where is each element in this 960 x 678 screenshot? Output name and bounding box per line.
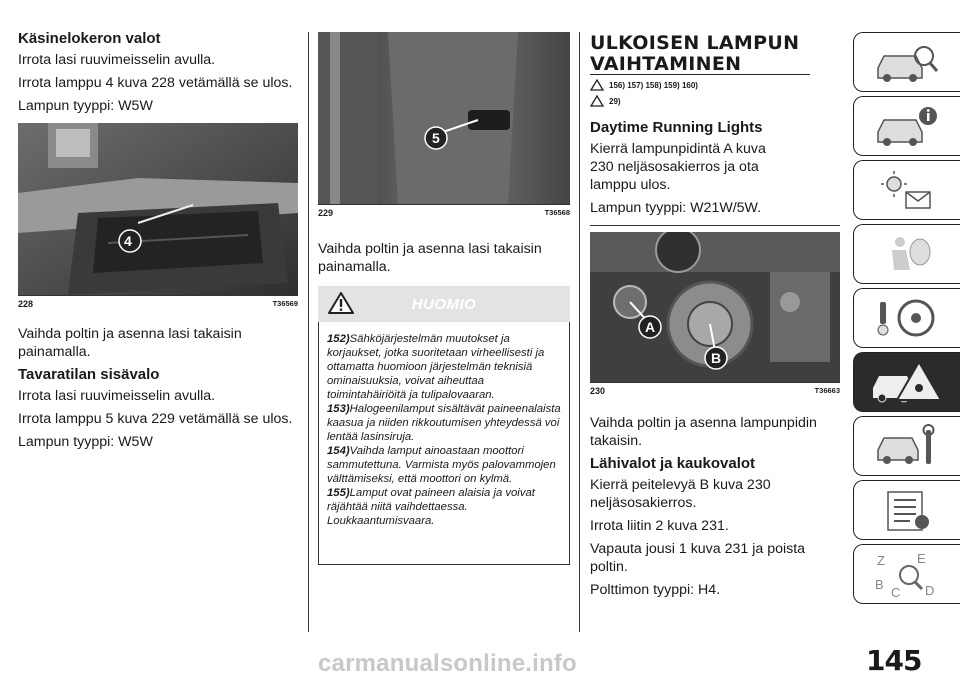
warning-number: 153) <box>327 403 350 415</box>
paragraph: Vaihda poltin ja asenna lasi takaisin painamalla. <box>318 241 542 275</box>
paragraph: Lampun tyyppi: W21W/5W. <box>590 200 762 216</box>
figure-number: 228 <box>18 299 34 309</box>
trunk-light-heading: Tavaratilan sisävalo <box>18 366 160 383</box>
reference-numbers: 29) <box>609 96 621 106</box>
tab-car-search[interactable] <box>853 32 960 92</box>
figure-code: T36568 <box>544 208 570 217</box>
paragraph: Irrota lasi ruuvimeisselin avulla. <box>18 388 216 404</box>
paragraph: Vapauta jousi 1 kuva 231 ja poista poltin. <box>590 541 806 575</box>
paragraph: Irrota lamppu 4 kuva 228 vetämällä se ulos. <box>18 75 293 91</box>
column-middle <box>318 32 570 565</box>
headlight-heading: Lähivalot ja kaukovalot <box>590 455 756 472</box>
warning-number: 155) <box>327 487 350 499</box>
tab-document-list[interactable] <box>853 480 960 540</box>
chapter-tabs <box>853 32 960 608</box>
section-title: VAIHTAMINEN <box>590 53 742 75</box>
paragraph: Kierrä lampunpidintä A kuva 230 neljäsosakierros ja ota lamppu ulos. <box>590 141 766 193</box>
paragraph: Lampun tyyppi: W5W <box>18 434 153 450</box>
tab-airbag-seat[interactable] <box>853 224 960 284</box>
tab-alphabet-index[interactable] <box>853 544 960 604</box>
callout-4: 4 <box>124 233 132 249</box>
car-warning-icon <box>867 358 947 406</box>
tab-steering-key[interactable] <box>853 288 960 348</box>
figure-caption <box>18 295 298 311</box>
figure-229 <box>318 32 570 204</box>
section-title: ULKOISEN LAMPUN <box>590 32 800 54</box>
tab-car-warning[interactable] <box>853 352 960 412</box>
warning-number: 152) <box>327 333 350 345</box>
index-letter: C <box>891 585 901 599</box>
caution-references <box>590 95 840 107</box>
warning-item <box>327 486 561 528</box>
figure-230 <box>590 232 840 382</box>
paragraph: Vaihda poltin ja asenna lasi takaisin painamalla. <box>18 326 242 360</box>
paragraph: Polttimon tyyppi: H4. <box>590 582 721 598</box>
warning-item <box>327 402 561 444</box>
paragraph: Irrota lamppu 5 kuva 229 vetämällä se ulos. <box>18 411 293 427</box>
document-list-icon <box>872 488 942 532</box>
warning-text: Vaihda lamput ainoastaan moottori sammutettuna. Varmista myös palovammojen välttämiseksi, että moottori on kylmä. <box>327 445 556 485</box>
reference-numbers: 156) 157) 158) 159) 160) <box>609 80 698 90</box>
paragraph: Lampun tyyppi: W5W <box>18 98 153 114</box>
glovebox-heading: Käsinelokeron valot <box>18 30 161 47</box>
index-letter: D <box>925 583 935 598</box>
warning-item <box>327 332 561 402</box>
trunk-light-photo <box>318 32 570 204</box>
warning-triangle-icon <box>590 79 604 91</box>
index-letter: E <box>917 551 926 566</box>
tab-car-info[interactable] <box>853 96 960 156</box>
column-right <box>590 32 840 604</box>
figure-caption <box>590 382 840 398</box>
warning-header <box>318 286 570 322</box>
warning-text: Sähköjärjestelmän muutokset ja korjaukset, jotka suoritetaan virheellisesti ja ottamatta huomioon järjestelmän teknisiä ominaisuuksia, voivat aiheuttaa toimintahäiriöitä ja tulipalovaaran. <box>327 333 545 401</box>
figure-caption <box>318 204 570 220</box>
car-tools-icon <box>872 424 942 468</box>
watermark: carmanualsonline.info <box>318 650 577 677</box>
index-letter: Z <box>877 553 885 568</box>
paragraph: Irrota liitin 2 kuva 231. <box>590 518 729 534</box>
warning-box <box>318 322 570 565</box>
warning-title: HUOMIO <box>411 295 477 313</box>
caution-triangle-icon <box>590 95 604 107</box>
warning-number: 154) <box>327 445 350 457</box>
column-divider <box>308 32 309 632</box>
tab-dashboard-lights[interactable] <box>853 160 960 220</box>
warning-item <box>327 444 561 486</box>
figure-number: 229 <box>318 208 334 218</box>
drl-heading: Daytime Running Lights <box>590 119 763 136</box>
car-search-icon <box>872 40 942 84</box>
paragraph: Kierrä peitelevyä B kuva 230 neljäsosakierros. <box>590 477 771 511</box>
alphabet-index-icon <box>869 549 945 599</box>
airbag-seat-icon <box>872 232 942 276</box>
glovebox-photo <box>18 123 298 295</box>
warning-text: Halogeenilamput sisältävät paineenalaista kaasua ja niiden rikkoutumisen yhteydessä voi lentää lasinsiruja. <box>327 403 561 443</box>
tab-car-tools[interactable] <box>853 416 960 476</box>
column-left <box>18 30 298 456</box>
page-number: 145 <box>866 644 922 677</box>
car-info-icon <box>872 104 942 148</box>
paragraph: Vaihda poltin ja asenna lampunpidin takaisin. <box>590 415 817 449</box>
callout-a: A <box>645 319 656 335</box>
figure-228 <box>18 123 298 295</box>
steering-key-icon <box>872 296 942 340</box>
warning-text: Lamput ovat paineen alaisia ja voivat räjähtää niitä vaihdettaessa. Loukkaantumisvaara. <box>327 487 535 527</box>
warning-triangle-icon <box>328 292 354 314</box>
callout-5: 5 <box>432 130 440 146</box>
callout-b: B <box>711 350 722 366</box>
figure-code: T36663 <box>814 386 840 395</box>
column-divider <box>579 32 580 632</box>
figure-number: 230 <box>590 386 606 396</box>
figure-code: T36569 <box>272 299 298 308</box>
warning-references <box>590 79 840 91</box>
paragraph: Irrota lasi ruuvimeisselin avulla. <box>18 52 216 68</box>
index-letter: B <box>875 577 884 592</box>
dashboard-lights-icon <box>872 168 942 212</box>
